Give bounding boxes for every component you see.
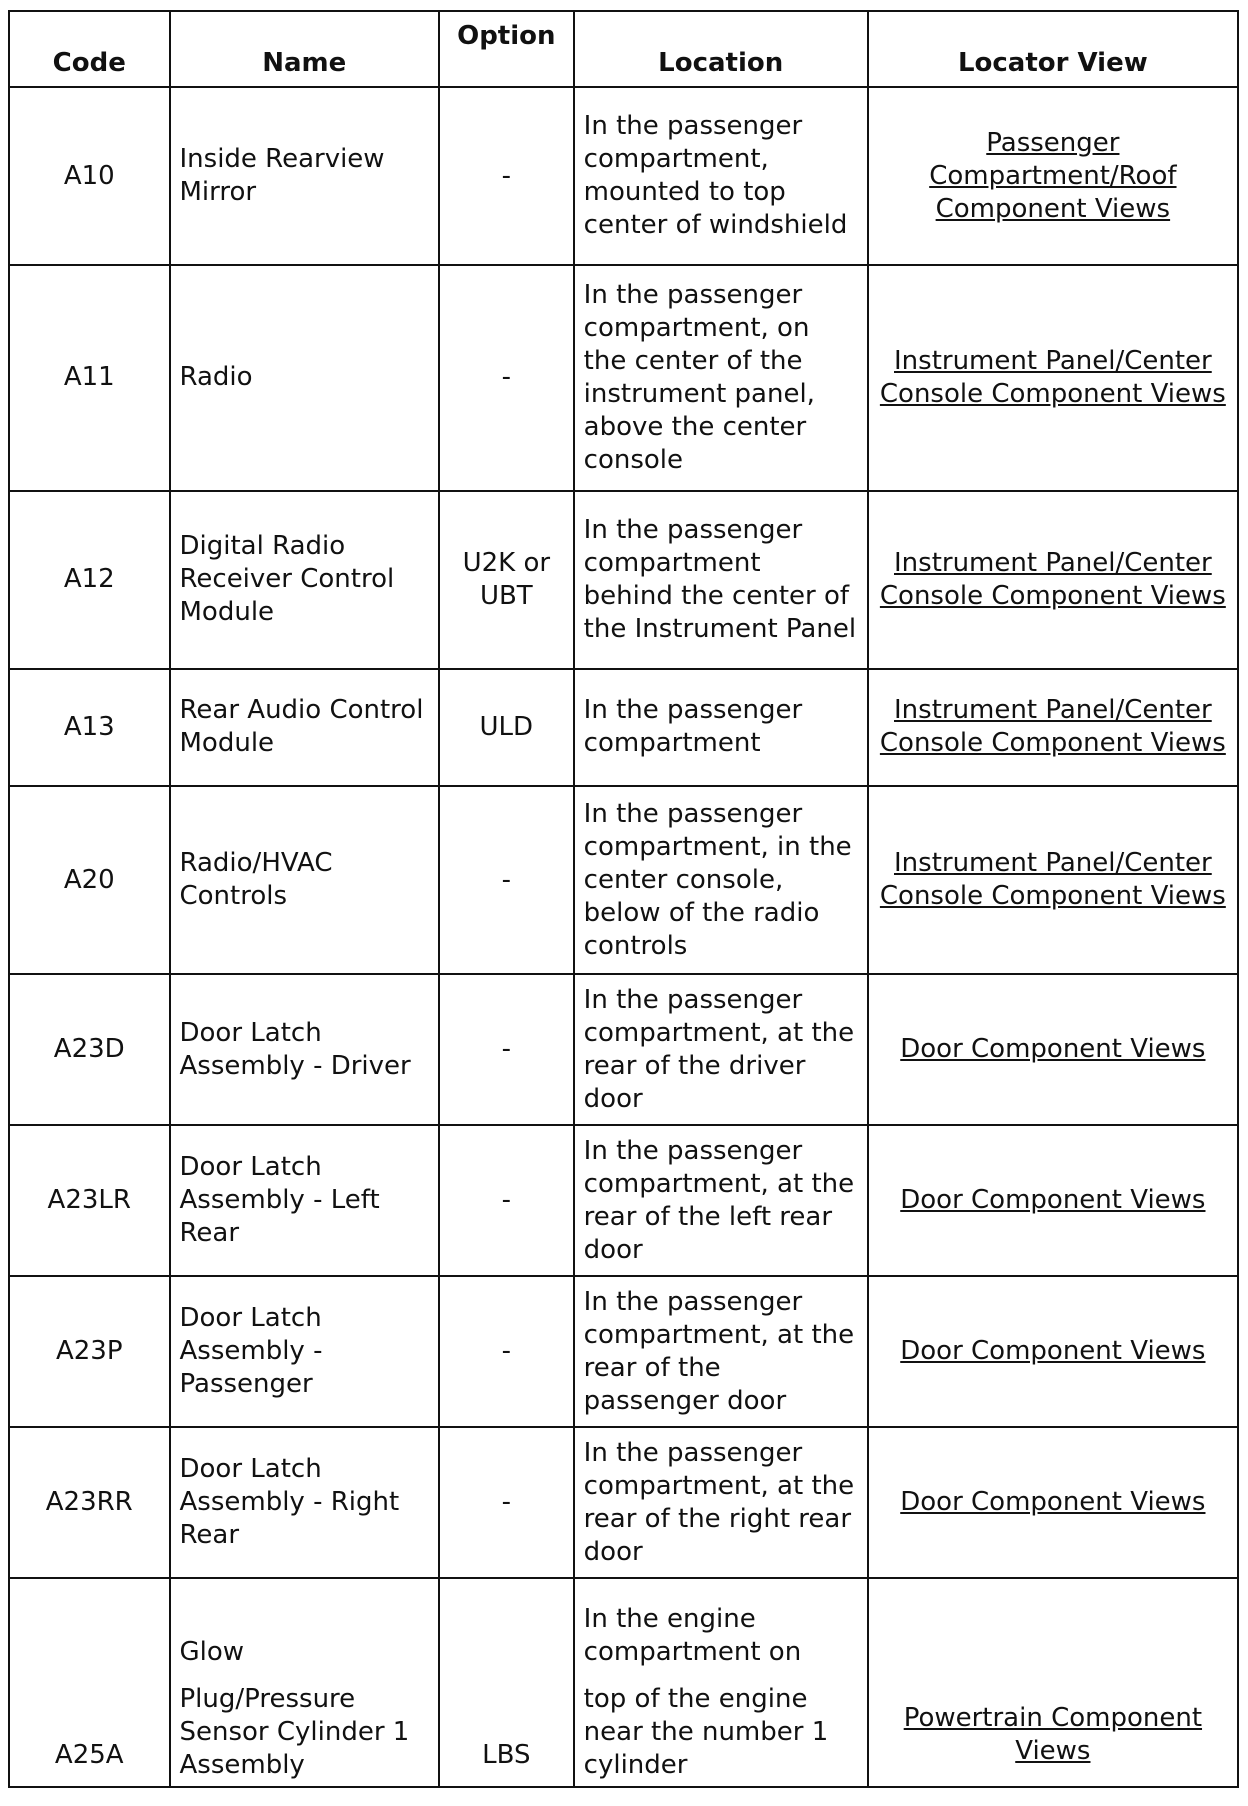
code-cell: A13 <box>9 669 170 786</box>
locator-view-cell <box>868 1427 1238 1578</box>
column-header-locator-view: Locator View <box>868 11 1238 87</box>
name-cell: Inside Rearview Mirror <box>170 87 439 265</box>
option-cell: - <box>439 1276 574 1427</box>
locator-view-link[interactable]: Passenger Compartment/Roof Component Views <box>929 127 1177 224</box>
location-cell: In the passenger compartment, at the rear of the driver door <box>574 974 868 1125</box>
location-cell: In the passenger compartment, in the center console, below of the radio controls <box>574 786 868 974</box>
option-cell: U2K or UBT <box>439 491 574 669</box>
table-row <box>9 669 1238 786</box>
code-cell: A23LR <box>9 1125 170 1276</box>
location-cell <box>574 1578 868 1787</box>
locator-view-cell <box>868 1125 1238 1276</box>
locator-view-cell <box>868 1578 1238 1787</box>
column-header-code: Code <box>9 11 170 87</box>
code-cell: A23RR <box>9 1427 170 1578</box>
code-cell: A12 <box>9 491 170 669</box>
locator-view-link[interactable]: Door Component Views <box>900 1185 1206 1216</box>
option-cell: - <box>439 265 574 490</box>
locator-view-cell <box>868 265 1238 490</box>
name-cell: Door Latch Assembly - Passenger <box>170 1276 439 1427</box>
locator-view-link[interactable]: Instrument Panel/Center Console Component Views <box>879 345 1226 409</box>
locator-view-cell <box>868 786 1238 974</box>
name-cell <box>170 1578 439 1787</box>
name-cell: Door Latch Assembly - Driver <box>170 974 439 1125</box>
code-cell: A23P <box>9 1276 170 1427</box>
column-header-name: Name <box>170 11 439 87</box>
name-cell: Door Latch Assembly - Left Rear <box>170 1125 439 1276</box>
table-row <box>9 786 1238 974</box>
location-cell: In the passenger compartment, at the rear of the passenger door <box>574 1276 868 1427</box>
name-cell: Door Latch Assembly - Right Rear <box>170 1427 439 1578</box>
code-cell: A25A <box>9 1578 170 1787</box>
locator-view-link[interactable]: Instrument Panel/Center Console Component Views <box>879 695 1226 759</box>
locator-view-cell <box>868 974 1238 1125</box>
column-header-location: Location <box>574 11 868 87</box>
locator-view-link[interactable]: Door Component Views <box>900 1487 1206 1518</box>
component-locator-table <box>8 10 1239 1788</box>
option-cell: - <box>439 786 574 974</box>
table-row <box>9 491 1238 669</box>
table-row <box>9 1125 1238 1276</box>
table-row <box>9 87 1238 265</box>
option-cell: ULD <box>439 669 574 786</box>
location-line: top of the engine near the number 1 cylinder <box>583 1684 829 1780</box>
header-row <box>9 11 1238 87</box>
locator-view-link[interactable]: Powertrain Component Views <box>903 1703 1203 1766</box>
name-cell: Digital Radio Receiver Control Module <box>170 491 439 669</box>
location-cell: In the passenger compartment, at the rear of the left rear door <box>574 1125 868 1276</box>
name-cell: Rear Audio Control Module <box>170 669 439 786</box>
option-cell: - <box>439 1125 574 1276</box>
name-line: Glow <box>179 1637 245 1667</box>
locator-view-link[interactable]: Door Component Views <box>900 1336 1206 1367</box>
table-row <box>9 1578 1238 1787</box>
code-cell: A10 <box>9 87 170 265</box>
location-cell: In the passenger compartment, mounted to top center of windshield <box>574 87 868 265</box>
locator-view-cell <box>868 669 1238 786</box>
code-cell: A23D <box>9 974 170 1125</box>
table-row <box>9 1427 1238 1578</box>
location-cell: In the passenger compartment, at the rear of the right rear door <box>574 1427 868 1578</box>
name-cell: Radio <box>170 265 439 490</box>
location-cell: In the passenger compartment <box>574 669 868 786</box>
locator-view-link[interactable]: Instrument Panel/Center Console Component Views <box>879 547 1226 611</box>
location-cell: In the passenger compartment, on the center of the instrument panel, above the center console <box>574 265 868 490</box>
name-line: Plug/Pressure Sensor Cylinder 1 Assembly <box>179 1684 410 1780</box>
locator-view-cell <box>868 491 1238 669</box>
table-row <box>9 1276 1238 1427</box>
column-header-option: Option <box>439 11 574 87</box>
location-cell: In the passenger compartment behind the center of the Instrument Panel <box>574 491 868 669</box>
option-cell: - <box>439 974 574 1125</box>
option-cell: - <box>439 1427 574 1578</box>
table-row <box>9 265 1238 490</box>
locator-view-cell <box>868 87 1238 265</box>
locator-view-cell <box>868 1276 1238 1427</box>
code-cell: A11 <box>9 265 170 490</box>
code-cell: A20 <box>9 786 170 974</box>
location-line: In the engine compartment on <box>583 1604 802 1667</box>
name-cell: Radio/HVAC Controls <box>170 786 439 974</box>
option-cell: LBS <box>439 1578 574 1787</box>
locator-view-link[interactable]: Door Component Views <box>900 1034 1206 1065</box>
locator-view-link[interactable]: Instrument Panel/Center Console Component Views <box>879 848 1226 912</box>
table-row <box>9 974 1238 1125</box>
option-cell: - <box>439 87 574 265</box>
